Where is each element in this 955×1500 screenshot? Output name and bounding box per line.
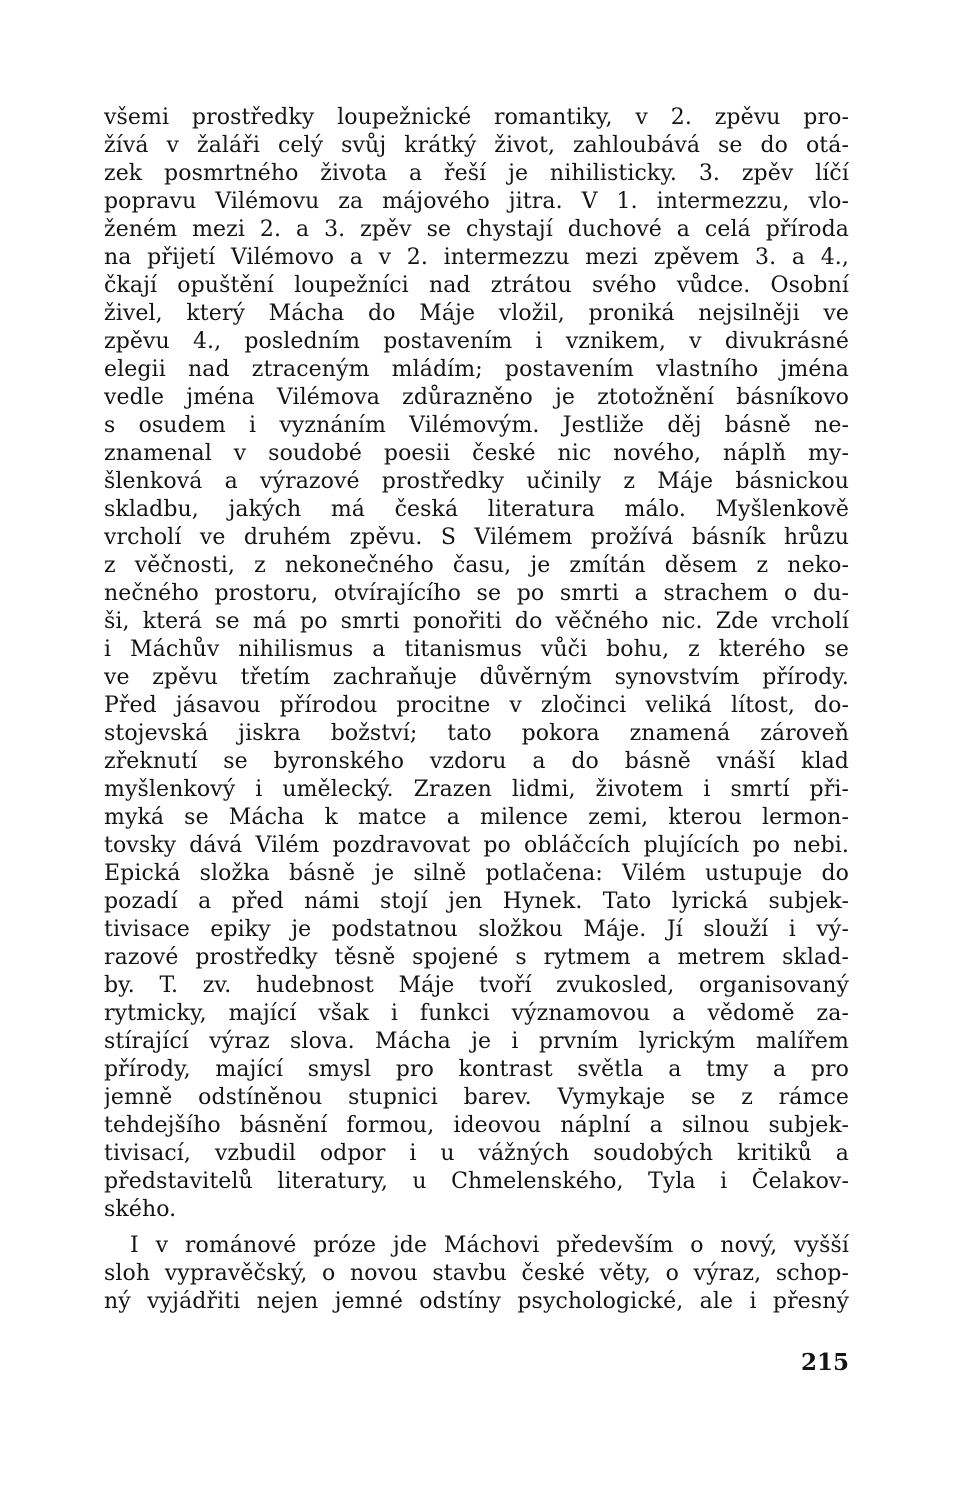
text-line: žívá v žaláři celý svůj krátký život, zahloubává se do otá- [104, 133, 849, 158]
text-line: šlenková a výrazové prostředky učinily z Máje básnickou [104, 469, 849, 494]
text-line: z věčnosti, z nekonečného času, je zmítán děsem z neko- [104, 553, 849, 578]
paragraph-gap [104, 1224, 849, 1232]
text-line: by. T. zv. hudebnost Máje tvoří zvukosled, organisovaný [104, 973, 849, 998]
text-line: zřeknutí se byronského vzdoru a do básně vnáší klad [104, 749, 849, 774]
text-line: razové prostředky těsně spojené s rytmem a metrem sklad- [104, 945, 849, 970]
text-line: sloh vypravěčský, o novou stavbu české věty, o výraz, schop- [104, 1261, 849, 1286]
text-line: s osudem i vyznáním Vilémovým. Jestliže děj básně ne- [104, 413, 849, 438]
text-line: zek posmrtného života a řeší je nihilisticky. 3. zpěv líčí [104, 161, 849, 186]
text-line: všemi prostředky loupežnické romantiky, v 2. zpěvu pro- [104, 105, 849, 130]
paragraph-1 [104, 104, 849, 1224]
text-line: na přijetí Vilémovo a v 2. intermezzu mezi zpěvem 3. a 4., [104, 245, 849, 270]
text-line: pozadí a před námi stojí jen Hynek. Tato lyrická subjek- [104, 889, 849, 914]
text-line: I v románové próze jde Máchovi především o nový, vyšší [130, 1233, 849, 1258]
text-line: stojevská jiskra božství; tato pokora znamená zároveň [104, 721, 849, 746]
text-line: Epická složka básně je silně potlačena: Vilém ustupuje do [104, 861, 849, 886]
text-line: vrcholí ve druhém zpěvu. S Vilémem prožívá básník hrůzu [104, 525, 849, 550]
text-line: elegii nad ztraceným mládím; postavením vlastního jména [104, 357, 849, 382]
text-line: jemně odstíněnou stupnici barev. Vymykaje se z rámce [104, 1085, 849, 1110]
text-line: vedle jména Vilémova zdůrazněno je ztotožnění básníkovo [104, 385, 849, 410]
text-line: rytmicky, mající však i funkci významovou a vědomě za- [104, 1001, 849, 1026]
text-line: tovsky dává Vilém pozdravovat po obláčcích plujících po nebi. [104, 833, 849, 858]
text-line: ského. [104, 1197, 177, 1222]
text-line: ši, která se má po smrti ponořiti do věčného nic. Zde vrcholí [104, 609, 849, 634]
text-line: živel, který Mácha do Máje vložil, proniká nejsilněji ve [104, 301, 849, 326]
text-line: popravu Vilémovu za májového jitra. V 1. intermezzu, vlo- [104, 189, 849, 214]
text-line: ný vyjádřiti nejen jemné odstíny psychologické, ale i přesný [104, 1289, 849, 1314]
text-line: ženém mezi 2. a 3. zpěv se chystají duchové a celá příroda [104, 217, 849, 242]
text-line: tivisace epiky je podstatnou složkou Máje. Jí slouží i vý- [104, 917, 849, 942]
text-line: tehdejšího básnění formou, ideovou náplní a silnou subjek- [104, 1113, 849, 1138]
text-line: ve zpěvu třetím zachraňuje důvěrným synovstvím přírody. [104, 665, 849, 690]
text-line: stírající výraz slova. Mácha je i prvním lyrickým malířem [104, 1029, 849, 1054]
text-line: i Máchův nihilismus a titanismus vůči bohu, z kterého se [104, 637, 849, 662]
text-line: myšlenkový i umělecký. Zrazen lidmi, životem i smrtí při- [104, 777, 849, 802]
text-line: přírody, mající smysl pro kontrast světla a tmy a pro [104, 1057, 849, 1082]
text-line: znamenal v soudobé poesii české nic nového, náplň my- [104, 441, 849, 466]
text-line: nečného prostoru, otvírajícího se po smrti a strachem o du- [104, 581, 849, 606]
paragraph-2 [104, 1232, 849, 1316]
text-line: myká se Mácha k matce a milence zemi, kterou lermon- [104, 805, 849, 830]
text-line: tivisací, vzbudil odpor i u vážných soudobých kritiků a [104, 1141, 849, 1166]
text-line: Před jásavou přírodou procitne v zločinci veliká lítost, do- [104, 693, 849, 718]
text-line: představitelů literatury, u Chmelenského, Tyla i Čelakov- [104, 1169, 849, 1194]
text-line: čkají opuštění loupežníci nad ztrátou svého vůdce. Osobní [104, 273, 849, 298]
page-number: 215 [800, 1349, 849, 1376]
text-line: skladbu, jakých má česká literatura málo. Myšlenkově [104, 497, 849, 522]
body-text [104, 104, 849, 1316]
text-line: zpěvu 4., posledním postavením i vznikem, v divukrásné [104, 329, 849, 354]
